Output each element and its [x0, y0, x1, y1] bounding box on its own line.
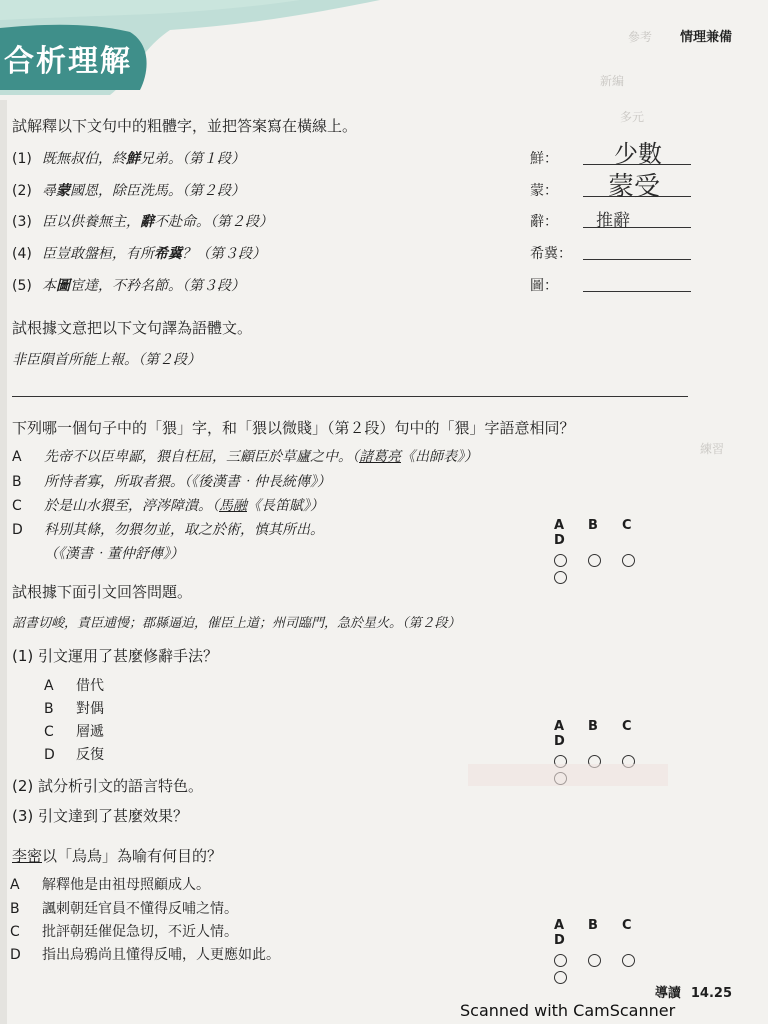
section3-option-b[interactable]: B 所恃者寡，所取者猥。（《後漢書‧仲長統傳》） — [12, 474, 331, 490]
section1-instruction: 試解釋以下文句中的粗體字，並把答案寫在橫線上。 — [12, 117, 358, 135]
vocab-label-5: 圖： — [530, 278, 558, 294]
q1-option-a[interactable]: A 借代 — [44, 678, 104, 694]
bubble-a[interactable] — [554, 954, 567, 967]
section5-question: 李密以「烏鳥」為喻有何目的？ — [12, 847, 223, 865]
answer-bubbles-q4: A B CD — [554, 719, 684, 789]
translation-sentence: 非臣隕首所能上報。（第２段） — [12, 352, 201, 368]
vocab-label-3: 辭： — [530, 214, 558, 230]
bubble-d[interactable] — [554, 571, 567, 584]
vocab-label-1: 鮮： — [530, 151, 558, 167]
answer-bubbles-q5: A B CD — [554, 918, 684, 988]
bubble-d[interactable] — [554, 971, 567, 984]
section5-option-d[interactable]: D 指出烏鴉尚且懂得反哺，人更應如此。 — [10, 947, 280, 963]
vocab-label-4: 希冀： — [530, 246, 572, 262]
section3-option-c[interactable]: C 於是山水猥至，渟涔障潰。（馬融《長笛賦》） — [12, 498, 324, 514]
bubble-b[interactable] — [588, 954, 601, 967]
banner-title: 合析理解 — [4, 44, 132, 79]
q1-option-c[interactable]: C 層遞 — [44, 724, 104, 740]
binding-edge — [0, 100, 7, 1024]
section3-option-a[interactable]: A 先帝不以臣卑鄙，猥自枉屈，三顧臣於草廬之中。（諸葛亮《出師表》） — [12, 449, 478, 465]
vocab-item-2: (2) 尋蒙國恩，除臣洗馬。（第２段） — [12, 183, 245, 199]
q1-option-d[interactable]: D 反復 — [44, 747, 104, 763]
bleed-text: 練習 — [700, 442, 725, 456]
bubble-b[interactable] — [588, 554, 601, 567]
vocab-label-2: 蒙： — [530, 183, 558, 199]
scanner-watermark: Scanned with CamScanner — [460, 1001, 676, 1020]
section2-instruction: 試根據文意把以下文句譯為語體文。 — [12, 319, 253, 337]
bubble-c[interactable] — [622, 954, 635, 967]
section3-question: 下列哪一個句子中的「猥」字，和「猥以微賤」（第２段）句中的「猥」字語意相同？ — [12, 419, 575, 437]
handwritten-answer-1: 少數 — [614, 140, 662, 168]
handwritten-answer-2: 蒙受 — [608, 172, 661, 202]
q1-option-b[interactable]: B 對偶 — [44, 701, 104, 717]
answer-bubbles-q3: A B CD — [554, 518, 684, 588]
section4-instruction: 試根據下面引文回答問題。 — [12, 583, 193, 601]
section4-quote: 詔書切峻，責臣逋慢；郡縣逼迫，催臣上道；州司臨門，急於星火。（第２段） — [12, 616, 461, 631]
vocab-item-4: (4) 臣豈敢盤桓，有所希冀？（第３段） — [12, 246, 266, 262]
answer-line-4[interactable] — [583, 259, 691, 260]
bleed-text: 參考 — [628, 30, 653, 44]
page-footer: 導讀 14.25 — [654, 986, 732, 1001]
header-title: 情理兼備 — [679, 30, 732, 45]
vocab-item-5: (5) 本圖宦達，不矜名節。（第３段） — [12, 278, 245, 294]
section3-option-d[interactable]: D 科別其條，勿猥勿並，取之於術，慎其所出。 — [12, 522, 324, 538]
section4-q2: (2) 試分析引文的語言特色。 — [12, 777, 204, 795]
vocab-item-1: (1) 既無叔伯，終鮮兄弟。（第１段） — [12, 151, 245, 167]
section5-option-a[interactable]: A 解釋他是由祖母照顧成人。 — [10, 877, 210, 893]
bleed-smudge — [468, 764, 668, 786]
bleed-text: 多元 — [620, 110, 645, 124]
bubble-c[interactable] — [622, 554, 635, 567]
section4-q3: (3) 引文達到了甚麼效果？ — [12, 807, 189, 825]
translation-answer-line[interactable] — [12, 396, 688, 397]
section5-option-c[interactable]: C 批評朝廷催促急切，不近人情。 — [10, 924, 238, 940]
section4-q1: (1) 引文運用了甚麼修辭手法？ — [12, 647, 219, 665]
handwritten-answer-3: 推辭 — [596, 211, 630, 231]
bleed-text: 新編 — [600, 74, 625, 88]
answer-line-5[interactable] — [583, 291, 691, 292]
section3-option-d-source: （《漢書‧董仲舒傳》） — [44, 546, 184, 562]
vocab-item-3: (3) 臣以供養無主，辭不赴命。（第２段） — [12, 214, 273, 230]
section5-option-b[interactable]: B 諷刺朝廷官員不懂得反哺之情。 — [10, 901, 238, 917]
bubble-a[interactable] — [554, 554, 567, 567]
